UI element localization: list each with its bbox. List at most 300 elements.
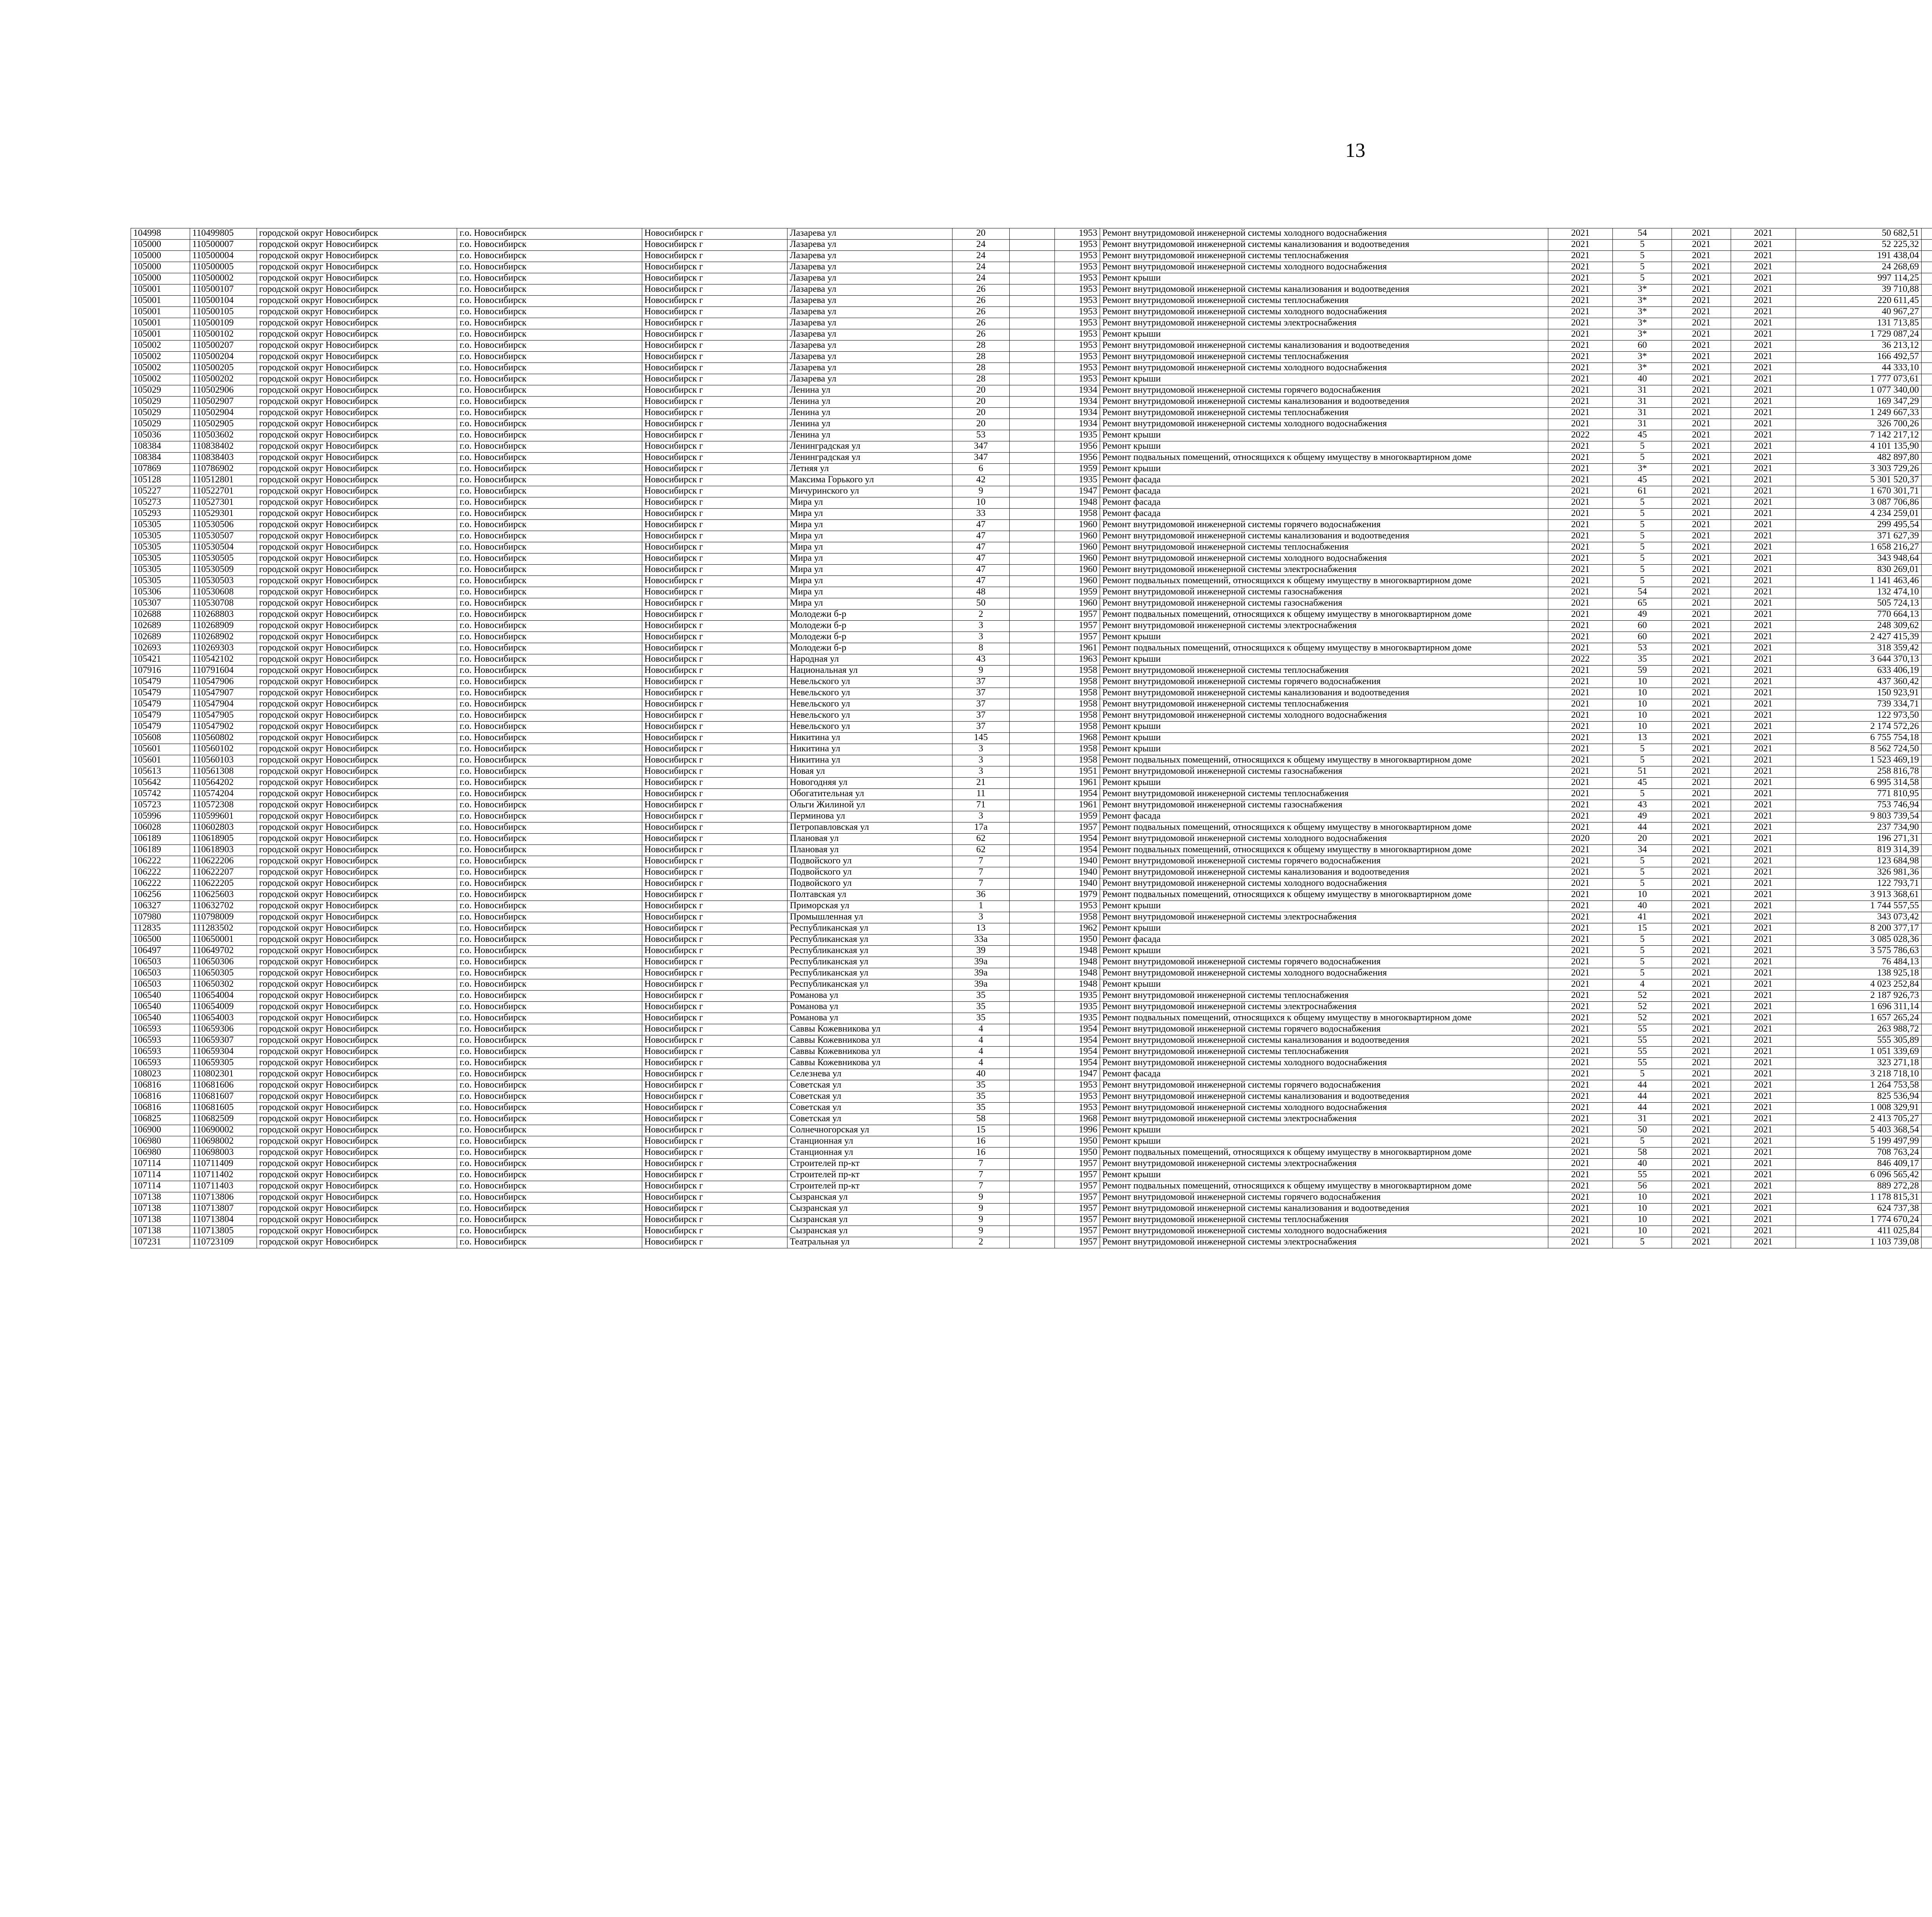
- table-cell: [1009, 1114, 1054, 1125]
- table-cell: 505 724,13: [1796, 598, 1922, 609]
- table-cell: [1922, 1170, 1932, 1181]
- table-cell: 59: [1613, 666, 1672, 677]
- table-cell: 1940: [1054, 867, 1100, 878]
- table-cell: 52: [1613, 1013, 1672, 1024]
- table-cell: [1922, 1237, 1932, 1248]
- table-cell: 110713804: [190, 1215, 257, 1226]
- table-cell: 110713806: [190, 1192, 257, 1204]
- table-cell: Ремонт внутридомовой инженерной системы теплоснабжения: [1100, 666, 1548, 677]
- table-cell: г.о. Новосибирск: [457, 800, 642, 811]
- table-cell: 5: [1613, 789, 1672, 800]
- table-cell: 2021: [1731, 654, 1796, 666]
- table-cell: 105305: [131, 520, 190, 531]
- table-cell: 2021: [1548, 710, 1613, 722]
- table-cell: 624 737,38: [1796, 1204, 1922, 1215]
- table-cell: 108384: [131, 441, 190, 453]
- table-cell: Ремонт внутридомовой инженерной системы теплоснабжения: [1100, 542, 1548, 553]
- table-row: [131, 643, 1932, 654]
- table-cell: [1009, 251, 1054, 262]
- table-cell: 28: [952, 340, 1010, 352]
- table-cell: городской округ Новосибирск: [257, 822, 457, 834]
- table-cell: 2021: [1548, 856, 1613, 867]
- table-cell: 1958: [1054, 755, 1100, 766]
- table-cell: 110659306: [190, 1024, 257, 1035]
- table-cell: 2021: [1548, 329, 1613, 340]
- table-cell: 106500: [131, 935, 190, 946]
- table-cell: [1009, 1237, 1054, 1248]
- table-cell: [1922, 778, 1932, 789]
- table-cell: 105601: [131, 755, 190, 766]
- table-cell: городской округ Новосибирск: [257, 1226, 457, 1237]
- table-cell: 106503: [131, 968, 190, 979]
- table-cell: 110654003: [190, 1013, 257, 1024]
- table-cell: Ремонт внутридомовой инженерной системы холодного водоснабжения: [1100, 363, 1548, 374]
- table-cell: 2021: [1548, 632, 1613, 643]
- table-cell: Ремонт внутридомовой инженерной системы горячего водоснабжения: [1100, 957, 1548, 968]
- table-cell: 1935: [1054, 430, 1100, 441]
- table-cell: 2021: [1548, 878, 1613, 890]
- table-cell: городской округ Новосибирск: [257, 1080, 457, 1091]
- table-cell: г.о. Новосибирск: [457, 1114, 642, 1125]
- table-cell: 5: [1613, 1136, 1672, 1147]
- table-row: [131, 1103, 1932, 1114]
- table-cell: [1009, 1226, 1054, 1237]
- table-cell: Новосибирск г: [642, 688, 787, 699]
- table-cell: Максима Горького ул: [787, 475, 952, 486]
- table-cell: городской округ Новосибирск: [257, 1136, 457, 1147]
- table-cell: 28: [952, 374, 1010, 385]
- table-cell: 1957: [1054, 1170, 1100, 1181]
- table-cell: Ремонт внутридомовой инженерной системы канализования и водоотведения: [1100, 397, 1548, 408]
- table-cell: 105029: [131, 385, 190, 397]
- table-cell: 2021: [1731, 329, 1796, 340]
- table-cell: [1009, 856, 1054, 867]
- table-cell: Новосибирск г: [642, 744, 787, 755]
- table-row: [131, 520, 1932, 531]
- table-cell: 31: [1613, 397, 1672, 408]
- table-cell: Ремонт подвальных помещений, относящихся к общему имуществу в многоквартирном доме: [1100, 609, 1548, 621]
- table-cell: 5: [1613, 531, 1672, 542]
- table-cell: 2021: [1548, 968, 1613, 979]
- table-cell: 2021: [1731, 632, 1796, 643]
- table-cell: [1922, 441, 1932, 453]
- table-cell: 106189: [131, 845, 190, 856]
- table-cell: [1009, 553, 1054, 565]
- table-cell: [1009, 677, 1054, 688]
- table-cell: 2021: [1672, 397, 1731, 408]
- table-cell: Ремонт внутридомовой инженерной системы электроснабжения: [1100, 1114, 1548, 1125]
- table-cell: 1953: [1054, 340, 1100, 352]
- table-cell: Лазарева ул: [787, 307, 952, 318]
- table-cell: Новосибирск г: [642, 789, 787, 800]
- table-cell: Новосибирск г: [642, 307, 787, 318]
- table-cell: городской округ Новосибирск: [257, 979, 457, 991]
- table-cell: 15: [1613, 923, 1672, 935]
- table-cell: 2021: [1672, 453, 1731, 464]
- table-cell: Ремонт фасада: [1100, 475, 1548, 486]
- table-cell: 110711402: [190, 1170, 257, 1181]
- table-cell: Ремонт внутридомовой инженерной системы теплоснабжения: [1100, 991, 1548, 1002]
- table-cell: 3: [952, 621, 1010, 632]
- table-cell: 2 413 705,27: [1796, 1114, 1922, 1125]
- table-cell: [1009, 621, 1054, 632]
- table-cell: 52: [1613, 1002, 1672, 1013]
- table-cell: городской округ Новосибирск: [257, 699, 457, 710]
- table-cell: 5: [1613, 240, 1672, 251]
- table-cell: 106816: [131, 1103, 190, 1114]
- table-cell: Новосибирск г: [642, 453, 787, 464]
- table-cell: Новосибирск г: [642, 509, 787, 520]
- table-cell: Советская ул: [787, 1080, 952, 1091]
- table-cell: [1009, 576, 1054, 587]
- table-row: [131, 397, 1932, 408]
- table-cell: 1953: [1054, 251, 1100, 262]
- table-cell: г.о. Новосибирск: [457, 497, 642, 509]
- table-cell: городской округ Новосибирск: [257, 553, 457, 565]
- table-cell: Ремонт внутридомовой инженерной системы канализования и водоотведения: [1100, 1204, 1548, 1215]
- table-cell: 2021: [1672, 1047, 1731, 1058]
- table-cell: 2021: [1672, 946, 1731, 957]
- table-cell: городской округ Новосибирск: [257, 531, 457, 542]
- table-cell: 2021: [1548, 273, 1613, 284]
- table-cell: 40: [1613, 901, 1672, 912]
- table-cell: 1 051 339,69: [1796, 1047, 1922, 1058]
- table-row: [131, 273, 1932, 284]
- table-cell: 1963: [1054, 654, 1100, 666]
- table-cell: 2021: [1672, 1002, 1731, 1013]
- table-cell: 110650306: [190, 957, 257, 968]
- table-cell: 110530708: [190, 598, 257, 609]
- table-cell: [1922, 1192, 1932, 1204]
- table-cell: 708 763,24: [1796, 1147, 1922, 1159]
- table-row: [131, 912, 1932, 923]
- table-cell: 106593: [131, 1035, 190, 1047]
- table-cell: 2021: [1548, 744, 1613, 755]
- table-cell: 105613: [131, 766, 190, 778]
- table-cell: Новосибирск г: [642, 531, 787, 542]
- table-cell: Ремонт подвальных помещений, относящихся к общему имуществу в многоквартирном доме: [1100, 453, 1548, 464]
- table-cell: Новосибирск г: [642, 1091, 787, 1103]
- table-cell: Ремонт крыши: [1100, 722, 1548, 733]
- table-cell: городской округ Новосибирск: [257, 946, 457, 957]
- table-cell: Новосибирск г: [642, 1024, 787, 1035]
- table-row: [131, 867, 1932, 878]
- table-cell: 2021: [1731, 1147, 1796, 1159]
- table-cell: 1953: [1054, 374, 1100, 385]
- table-cell: Новосибирск г: [642, 273, 787, 284]
- table-cell: городской округ Новосибирск: [257, 677, 457, 688]
- table-cell: 44: [1613, 822, 1672, 834]
- table-cell: Ремонт внутридомовой инженерной системы теплоснабжения: [1100, 296, 1548, 307]
- table-cell: [1009, 800, 1054, 811]
- table-cell: 5: [1613, 520, 1672, 531]
- table-cell: 110560103: [190, 755, 257, 766]
- table-cell: Новосибирск г: [642, 408, 787, 419]
- table-cell: городской округ Новосибирск: [257, 318, 457, 329]
- table-cell: Новосибирск г: [642, 1237, 787, 1248]
- table-cell: 1958: [1054, 688, 1100, 699]
- table-cell: Новосибирск г: [642, 1035, 787, 1047]
- table-cell: Новосибирск г: [642, 542, 787, 553]
- table-cell: [1922, 1035, 1932, 1047]
- table-cell: 2021: [1731, 296, 1796, 307]
- table-cell: 105305: [131, 565, 190, 576]
- table-cell: 2021: [1548, 1237, 1613, 1248]
- table-cell: Ремонт внутридомовой инженерной системы холодного водоснабжения: [1100, 878, 1548, 890]
- table-cell: 1948: [1054, 968, 1100, 979]
- table-cell: 105273: [131, 497, 190, 509]
- table-cell: 105479: [131, 699, 190, 710]
- table-cell: [1009, 979, 1054, 991]
- table-cell: [1009, 710, 1054, 722]
- table-cell: 2021: [1548, 352, 1613, 363]
- table-cell: 2021: [1672, 385, 1731, 397]
- table-cell: [1009, 441, 1054, 453]
- table-cell: 555 305,89: [1796, 1035, 1922, 1047]
- table-cell: [1009, 1069, 1054, 1080]
- table-cell: 36 213,12: [1796, 340, 1922, 352]
- table-cell: г.о. Новосибирск: [457, 1192, 642, 1204]
- table-cell: 2021: [1672, 1237, 1731, 1248]
- table-cell: Невельского ул: [787, 688, 952, 699]
- table-cell: г.о. Новосибирск: [457, 1226, 642, 1237]
- table-cell: 110500109: [190, 318, 257, 329]
- table-cell: 1934: [1054, 397, 1100, 408]
- table-cell: 482 897,80: [1796, 453, 1922, 464]
- table-row: [131, 722, 1932, 733]
- table-cell: Новосибирск г: [642, 957, 787, 968]
- table-row: [131, 329, 1932, 340]
- table-cell: 1953: [1054, 901, 1100, 912]
- table-cell: [1009, 755, 1054, 766]
- table-cell: Романова ул: [787, 1002, 952, 1013]
- table-cell: 1953: [1054, 1091, 1100, 1103]
- table-cell: 6 755 754,18: [1796, 733, 1922, 744]
- table-cell: 5: [1613, 957, 1672, 968]
- table-row: [131, 1237, 1932, 1248]
- table-cell: 47: [952, 553, 1010, 565]
- table-cell: городской округ Новосибирск: [257, 609, 457, 621]
- table-cell: 3 644 370,13: [1796, 654, 1922, 666]
- table-cell: 3: [952, 912, 1010, 923]
- table-cell: 10: [1613, 710, 1672, 722]
- table-cell: Новосибирск г: [642, 878, 787, 890]
- table-cell: 2021: [1672, 408, 1731, 419]
- table-cell: 2021: [1731, 1215, 1796, 1226]
- table-cell: 2021: [1672, 1147, 1731, 1159]
- table-cell: 1934: [1054, 385, 1100, 397]
- table-cell: Ремонт внутридомовой инженерной системы холодного водоснабжения: [1100, 262, 1548, 273]
- table-cell: 2021: [1548, 845, 1613, 856]
- table-cell: Новосибирск г: [642, 632, 787, 643]
- table-cell: 55: [1613, 1058, 1672, 1069]
- table-cell: 2021: [1731, 1091, 1796, 1103]
- table-cell: 2021: [1731, 677, 1796, 688]
- table-cell: городской округ Новосибирск: [257, 587, 457, 598]
- table-row: [131, 486, 1932, 497]
- table-cell: Ремонт крыши: [1100, 979, 1548, 991]
- table-cell: Мира ул: [787, 542, 952, 553]
- table-cell: 110622205: [190, 878, 257, 890]
- table-cell: Ремонт внутридомовой инженерной системы канализования и водоотведения: [1100, 284, 1548, 296]
- table-cell: 4: [952, 1058, 1010, 1069]
- table-cell: 105742: [131, 789, 190, 800]
- table-cell: 2021: [1672, 699, 1731, 710]
- table-cell: 1957: [1054, 822, 1100, 834]
- table-cell: Новосибирск г: [642, 1204, 787, 1215]
- table-cell: 1958: [1054, 699, 1100, 710]
- table-cell: 110500104: [190, 296, 257, 307]
- table-cell: 2021: [1672, 1192, 1731, 1204]
- table-cell: 110618905: [190, 834, 257, 845]
- table-cell: 2021: [1548, 1204, 1613, 1215]
- table-cell: [1922, 509, 1932, 520]
- table-cell: [1009, 509, 1054, 520]
- table-cell: 2021: [1672, 811, 1731, 822]
- table-cell: 1934: [1054, 408, 1100, 419]
- table-cell: 39: [952, 946, 1010, 957]
- table-cell: 1953: [1054, 228, 1100, 240]
- table-cell: 105000: [131, 240, 190, 251]
- table-cell: Новосибирск г: [642, 1215, 787, 1226]
- table-cell: 2021: [1548, 643, 1613, 654]
- table-cell: 106980: [131, 1136, 190, 1147]
- table-cell: Лазарева ул: [787, 273, 952, 284]
- table-cell: городской округ Новосибирск: [257, 1215, 457, 1226]
- table-cell: Новосибирск г: [642, 296, 787, 307]
- table-cell: городской округ Новосибирск: [257, 273, 457, 284]
- table-cell: Ремонт внутридомовой инженерной системы холодного водоснабжения: [1100, 553, 1548, 565]
- table-cell: 2021: [1672, 632, 1731, 643]
- table-cell: [1922, 755, 1932, 766]
- table-cell: г.о. Новосибирск: [457, 957, 642, 968]
- table-cell: 106503: [131, 979, 190, 991]
- table-cell: Полтавская ул: [787, 890, 952, 901]
- table-cell: г.о. Новосибирск: [457, 890, 642, 901]
- table-cell: [1009, 654, 1054, 666]
- table-cell: Новосибирск г: [642, 262, 787, 273]
- table-cell: 1958: [1054, 710, 1100, 722]
- table-cell: 132 474,10: [1796, 587, 1922, 598]
- table-cell: Новосибирск г: [642, 991, 787, 1002]
- table-cell: Новосибирск г: [642, 576, 787, 587]
- table-cell: 110711403: [190, 1181, 257, 1192]
- table-cell: 258 816,78: [1796, 766, 1922, 778]
- table-row: [131, 901, 1932, 912]
- table-cell: 37: [952, 722, 1010, 733]
- table-row: [131, 240, 1932, 251]
- table-cell: 52: [1613, 991, 1672, 1002]
- table-cell: 191 438,04: [1796, 251, 1922, 262]
- table-cell: г.о. Новосибирск: [457, 1103, 642, 1114]
- table-row: [131, 968, 1932, 979]
- table-cell: 106593: [131, 1058, 190, 1069]
- table-cell: 50 682,51: [1796, 228, 1922, 240]
- table-row: [131, 878, 1932, 890]
- table-cell: 2021: [1672, 834, 1731, 845]
- table-cell: 105421: [131, 654, 190, 666]
- table-row: [131, 352, 1932, 363]
- table-cell: 110561308: [190, 766, 257, 778]
- table-cell: [1009, 722, 1054, 733]
- table-cell: Ремонт крыши: [1100, 1125, 1548, 1136]
- table-cell: 1 729 087,24: [1796, 329, 1922, 340]
- table-cell: 2021: [1731, 699, 1796, 710]
- table-cell: Ремонт внутридомовой инженерной системы электроснабжения: [1100, 1002, 1548, 1013]
- table-cell: 2021: [1672, 1091, 1731, 1103]
- table-cell: Ремонт внутридомовой инженерной системы холодного водоснабжения: [1100, 228, 1548, 240]
- table-cell: 9: [952, 1192, 1010, 1204]
- table-cell: Новосибирск г: [642, 598, 787, 609]
- table-cell: г.о. Новосибирск: [457, 284, 642, 296]
- table-cell: 2021: [1548, 576, 1613, 587]
- table-cell: 110649702: [190, 946, 257, 957]
- table-cell: 1959: [1054, 811, 1100, 822]
- table-row: [131, 453, 1932, 464]
- table-cell: 39 710,88: [1796, 284, 1922, 296]
- table-cell: 2021: [1731, 710, 1796, 722]
- table-cell: Новосибирск г: [642, 643, 787, 654]
- table-cell: Национальная ул: [787, 666, 952, 677]
- table-cell: 2021: [1548, 1114, 1613, 1125]
- table-cell: Строителей пр-кт: [787, 1181, 952, 1192]
- table-cell: 2021: [1731, 318, 1796, 329]
- table-cell: 2021: [1548, 1002, 1613, 1013]
- table-cell: Новосибирск г: [642, 677, 787, 688]
- table-row: [131, 587, 1932, 598]
- table-cell: 10: [1613, 688, 1672, 699]
- table-cell: 62: [952, 834, 1010, 845]
- table-cell: Новосибирск г: [642, 845, 787, 856]
- table-cell: Новосибирск г: [642, 1069, 787, 1080]
- table-cell: 3*: [1613, 352, 1672, 363]
- table-cell: 2021: [1672, 856, 1731, 867]
- table-cell: 2021: [1548, 284, 1613, 296]
- table-cell: 2021: [1672, 565, 1731, 576]
- table-row: [131, 811, 1932, 822]
- table-cell: г.о. Новосибирск: [457, 509, 642, 520]
- table-cell: г.о. Новосибирск: [457, 363, 642, 374]
- table-cell: 2021: [1672, 890, 1731, 901]
- table-cell: 6 995 314,58: [1796, 778, 1922, 789]
- table-cell: Ремонт внутридомовой инженерной системы холодного водоснабжения: [1100, 1103, 1548, 1114]
- table-cell: 105996: [131, 811, 190, 822]
- table-cell: 1948: [1054, 979, 1100, 991]
- table-cell: [1009, 699, 1054, 710]
- table-cell: 1934: [1054, 419, 1100, 430]
- table-cell: Плановая ул: [787, 845, 952, 856]
- table-cell: [1922, 1125, 1932, 1136]
- table-cell: городской округ Новосибирск: [257, 329, 457, 340]
- table-cell: 2021: [1548, 800, 1613, 811]
- table-cell: 3: [952, 632, 1010, 643]
- table-cell: [1009, 688, 1054, 699]
- table-cell: Ремонт подвальных помещений, относящихся к общему имуществу в многоквартирном доме: [1100, 1181, 1548, 1192]
- table-cell: 2021: [1672, 744, 1731, 755]
- table-cell: 1959: [1054, 587, 1100, 598]
- table-cell: Никитина ул: [787, 744, 952, 755]
- table-cell: 3: [952, 744, 1010, 755]
- table-cell: 110625603: [190, 890, 257, 901]
- table-cell: 60: [1613, 621, 1672, 632]
- table-cell: Ремонт внутридомовой инженерной системы канализования и водоотведения: [1100, 340, 1548, 352]
- table-cell: 110512801: [190, 475, 257, 486]
- table-cell: Ремонт подвальных помещений, относящихся к общему имуществу в многоквартирном доме: [1100, 822, 1548, 834]
- table-row: [131, 251, 1932, 262]
- table-cell: Подвойского ул: [787, 867, 952, 878]
- table-cell: 2021: [1548, 1035, 1613, 1047]
- table-cell: 10: [952, 497, 1010, 509]
